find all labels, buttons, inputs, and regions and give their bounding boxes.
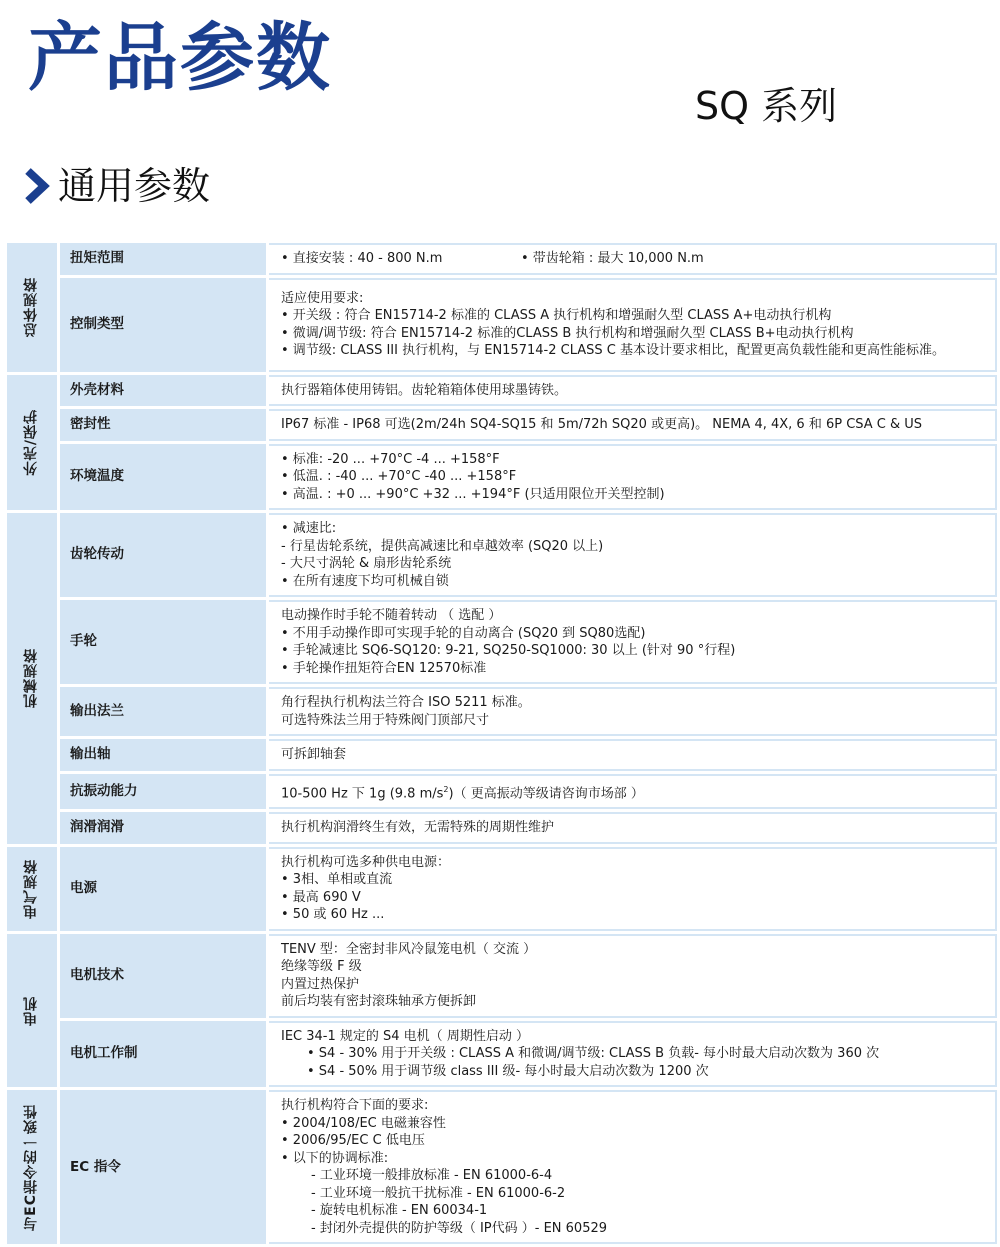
param-name: 控制类型 — [60, 278, 269, 372]
param-name: 输出法兰 — [60, 687, 269, 736]
table-row — [4, 1090, 997, 1244]
table-row — [4, 409, 997, 441]
value-line: • 手轮减速比 SQ6-SQ120: 9-21, SQ250-SQ1000: 30 以上 (针对 90 °行程) — [281, 643, 736, 658]
section-title: 通用参数 — [58, 164, 211, 208]
param-value — [269, 278, 997, 372]
group-label: 机械规格 — [23, 648, 40, 709]
value-line: 适应使用要求: — [281, 290, 364, 306]
param-value — [269, 847, 997, 931]
value-line: 执行机构符合下面的要求: — [281, 1098, 429, 1114]
value-line: • 高温. : +0 ... +90°C +32 ... +194°F (只适用限位开关型控制) — [281, 486, 665, 502]
table-row — [4, 1021, 997, 1088]
param-value — [269, 934, 997, 1018]
table-row — [4, 934, 997, 1018]
table-row — [4, 278, 997, 372]
param-name: 齿轮传动 — [60, 513, 269, 597]
param-value — [269, 243, 997, 275]
table-row — [4, 812, 997, 844]
param-value — [269, 812, 997, 844]
param-value — [269, 774, 997, 810]
param-name: 电机工作制 — [60, 1021, 269, 1088]
group-label-cell — [4, 1090, 60, 1244]
group-label: 外壳/保护 — [23, 409, 40, 476]
table-row — [4, 600, 997, 684]
param-name: EC 指令 — [60, 1090, 269, 1244]
group-label-cell — [4, 513, 60, 844]
param-name: 扭矩范围 — [60, 243, 269, 275]
group-label: 总体规格 — [23, 277, 40, 338]
value-line: • 不用手动操作即可实现手轮的自动离合 (SQ20 到 SQ80选配) — [281, 625, 646, 641]
value-line: 角行程执行机构法兰符合 ISO 5211 标准。 — [281, 695, 531, 710]
value-line: - 工业环境一般抗干扰标准 - EN 61000-6-2 — [311, 1185, 566, 1201]
value-line: • 低温. : -40 ... +70°C -40 ... +158°F — [281, 469, 517, 484]
value-line: • 最高 690 V — [281, 889, 361, 905]
table-row — [4, 774, 997, 810]
group-label: 电机 — [23, 995, 40, 1026]
value-line: • 直接安装 : 40 - 800 N.m — [281, 251, 443, 266]
page-title: 产品参数 — [28, 15, 332, 101]
value-line: - 大尺寸涡轮 & 扇形齿轮系统 — [281, 556, 452, 571]
value-line — [281, 781, 983, 803]
group-label-cell — [4, 847, 60, 931]
param-value — [269, 739, 997, 771]
value-line: • 在所有速度下均可机械自锁 — [281, 573, 449, 589]
value-line: • 手轮操作扭矩符合EN 12570标准 — [281, 660, 487, 676]
value-line: • 50 或 60 Hz ... — [281, 907, 385, 923]
param-name: 外壳材料 — [60, 375, 269, 407]
value-line: • 开关级 : 符合 EN15714-2 标准的 CLASS A 执行机构和增强耐久型 CLASS A+电动执行机构 — [281, 308, 832, 323]
value-line: 执行机构可选多种供电电源： — [281, 854, 451, 870]
value-line: • 以下的协调标准: — [281, 1150, 389, 1166]
table-row — [4, 243, 997, 275]
value-line: - 工业环境一般排放标准 - EN 61000-6-4 — [311, 1168, 553, 1184]
value-line: • 微调/调节级: 符合 EN15714-2 标准的CLASS B 执行机构和增强耐久型 CLASS B+电动执行机构 — [281, 325, 854, 341]
param-value — [269, 687, 997, 736]
value-line: 执行机构润滑终生有效，无需特殊的周期性维护 — [281, 820, 555, 836]
value-line: IP67 标准 - IP68 可选(2m/24h SQ4-SQ15 和 5m/72h SQ20 或更高)。 NEMA 4, 4X, 6 和 6P CSA C & US — [281, 417, 923, 432]
value-line: • S4 - 50% 用于调节级 class III 级- 每小时最大启动次数为 1200 次 — [307, 1063, 709, 1079]
group-label-cell — [4, 243, 60, 372]
value-line: TENV 型：全密封非风冷鼠笼电机（ 交流 ） — [281, 941, 537, 957]
table-row — [4, 847, 997, 931]
table-row — [4, 375, 997, 407]
param-value — [269, 600, 997, 684]
table-row — [4, 513, 997, 597]
value-line: 绝缘等级 F 级 — [281, 959, 362, 975]
param-value — [269, 1021, 997, 1088]
value-line: • S4 - 30% 用于开关级 : CLASS A 和微调/调节级: CLASS B 负载- 每小时最大启动次数为 360 次 — [307, 1046, 880, 1062]
param-name: 润滑润滑 — [60, 812, 269, 844]
superscript: 2 — [443, 784, 449, 794]
param-name: 电源 — [60, 847, 269, 931]
value-text: 10-500 Hz 下 1g (9.8 m/s — [281, 785, 444, 801]
param-name: 抗振动能力 — [60, 774, 269, 810]
value-line: - 旋转电机标准 - EN 60034-1 — [311, 1203, 488, 1219]
value-line: • 减速比: — [281, 521, 337, 536]
param-name: 环境温度 — [60, 444, 269, 511]
param-value — [269, 444, 997, 511]
value-line: • 2006/95/EC C 低电压 — [281, 1133, 425, 1149]
param-value — [269, 1090, 997, 1244]
spec-table — [4, 240, 997, 1247]
value-line: IEC 34-1 规定的 S4 电机（ 周期性启动 ） — [281, 1028, 529, 1044]
chevron-right-icon — [22, 166, 52, 206]
value-line: • 调节级: CLASS III 执行机构，与 EN15714-2 CLASS C 基本设计要求相比，配置更高负载性能和更高性能标准。 — [281, 343, 945, 358]
value-line: • 标准: -20 ... +70°C -4 ... +158°F — [281, 451, 500, 467]
value-line: 前后均装有密封滚珠轴承方便拆卸 — [281, 994, 477, 1010]
value-line: • 带齿轮箱 : 最大 10,000 N.m — [521, 251, 704, 266]
value-line: • 3相、单相或直流 — [281, 872, 393, 888]
value-line: - 封闭外壳提供的防护等级（ IP代码 ）- EN 60529 — [311, 1220, 608, 1236]
param-name: 电机技术 — [60, 934, 269, 1018]
table-row — [4, 739, 997, 771]
value-line: - 行星齿轮系统，提供高减速比和卓越效率 (SQ20 以上) — [281, 538, 604, 554]
series-title: SQ 系列 — [695, 84, 838, 128]
param-value — [269, 513, 997, 597]
param-value — [269, 409, 997, 441]
group-label-cell — [4, 934, 60, 1088]
value-line: 执行器箱体使用铸铝。齿轮箱箱体使用球墨铸铁。 — [281, 382, 568, 398]
value-line: 可选特殊法兰用于特殊阀门顶部尺寸 — [281, 712, 490, 728]
param-name: 密封性 — [60, 409, 269, 441]
param-name: 手轮 — [60, 600, 269, 684]
value-line: 可拆卸轴套 — [281, 747, 347, 762]
value-text: )（ 更高振动等级请咨询市场部 ） — [448, 785, 644, 801]
group-label: 与EC指令的一致性 — [23, 1103, 40, 1231]
value-line: • 2004/108/EC 电磁兼容性 — [281, 1115, 446, 1131]
group-label-cell — [4, 375, 60, 511]
table-row — [4, 687, 997, 736]
table-row — [4, 444, 997, 511]
group-label: 电气规格 — [23, 858, 40, 919]
value-line: 内置过热保护 — [281, 976, 360, 992]
section-header — [22, 158, 210, 214]
param-name: 输出轴 — [60, 739, 269, 771]
param-value — [269, 375, 997, 407]
value-line: 电动操作时手轮不随着转动 （ 选配 ） — [281, 608, 502, 623]
